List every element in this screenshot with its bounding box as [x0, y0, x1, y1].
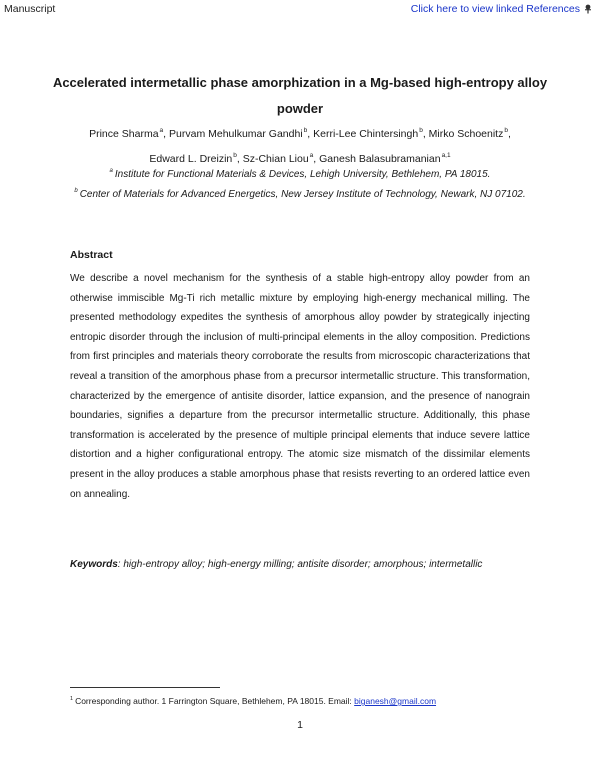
- authors-line1: [50, 120, 550, 145]
- author-name: Prince Sharma: [89, 128, 159, 140]
- linked-references-label[interactable]: Click here to view linked References: [410, 3, 580, 15]
- author-name: Ganesh Balasubramanian: [319, 153, 441, 165]
- paper-title-line2: powder: [276, 101, 324, 116]
- linked-references-link[interactable]: [411, 0, 592, 18]
- author-separator: ,: [236, 153, 243, 165]
- author-name: Edward L. Dreizin: [149, 153, 233, 165]
- author-separator: ,: [313, 153, 320, 165]
- footnote-sup: 1: [70, 696, 74, 702]
- author-affil-sup: b: [233, 152, 237, 159]
- footnote-text: Corresponding author. 1 Farrington Square, Bethlehem, PA 18015. Email:: [75, 696, 355, 706]
- affiliation-b-sup: b: [74, 188, 78, 194]
- paper-title: [40, 70, 560, 122]
- author-separator: ,: [307, 128, 314, 140]
- author-affil-sup: a,1: [441, 152, 451, 159]
- keywords-text: : high-entropy alloy; high-energy milling; antisite disorder; amorphous; intermetallic: [117, 559, 483, 570]
- footnote-email-link[interactable]: biganesh@gmail.com: [354, 696, 437, 706]
- pushpin-icon: [584, 4, 592, 14]
- manuscript-label: Manuscript: [4, 3, 56, 15]
- keywords: [70, 557, 530, 573]
- affiliation-b: [70, 182, 530, 204]
- affiliation-b-text: Center of Materials for Advanced Energetics, New Jersey Institute of Technology, Newark, NJ 07102.: [79, 189, 526, 200]
- author-name: Mirko Schoenitz: [428, 128, 504, 140]
- author-name: Purvam Mehulkumar Gandhi: [169, 128, 303, 140]
- abstract-heading: Abstract: [70, 249, 113, 261]
- author-affil-sup: b: [504, 127, 508, 134]
- affiliation-a-sup: a: [109, 168, 113, 174]
- footnote: [70, 692, 436, 708]
- author-name: Sz-Chian Liou: [242, 153, 309, 165]
- page-number: 1: [297, 719, 303, 731]
- author-affil-sup: a: [309, 152, 314, 159]
- affiliation-a: [70, 162, 530, 184]
- footnote-divider: [70, 687, 220, 688]
- paper-title-line1: Accelerated intermetallic phase amorphization in a Mg-based high-entropy alloy: [52, 75, 548, 90]
- author-separator: ,: [422, 128, 429, 140]
- author-separator: ,: [163, 128, 170, 140]
- top-bar: [0, 0, 600, 18]
- author-affil-sup: b: [419, 127, 423, 134]
- abstract-body: We describe a novel mechanism for the synthesis of a stable high-entropy alloy powder from an otherwise immiscible Mg-Ti rich metallic mixture by employing high-energy mechanical milling. The presented methodology expedites the synthesis of amorphous alloy powder by strategically injecting entropic disorder through the inclusion of multi-principal elements in the alloy composition. Predictions from first principles and materials theory corroborate the results from microscopic characterizations that reveal a transition of the amorphous phase from a precursor intermetallic structure. This transformation, characterized by the emergence of antisite disorder, lattice expansion, and the presence of nanograin boundaries, signifies a departure from the precursor intermetallic structure. Additionally, this phase transformation is accelerated by the presence of multiple principal elements that induce severe lattice distortion and a higher configurational entropy. The atomic size mismatch of the dissimilar elements present in the alloy produces a stable amorphous phase that resists reverting to an ordered lattice even on annealing.: [70, 273, 530, 500]
- keywords-label: Keywords: [70, 559, 118, 570]
- author-affil-sup: a: [159, 127, 164, 134]
- affiliation-a-text: Institute for Functional Materials & Devices, Lehigh University, Bethlehem, PA 18015.: [114, 169, 491, 180]
- author-affil-sup: b: [303, 127, 308, 134]
- author-name: Kerri-Lee Chintersingh: [313, 128, 419, 140]
- author-separator: ,: [507, 128, 511, 140]
